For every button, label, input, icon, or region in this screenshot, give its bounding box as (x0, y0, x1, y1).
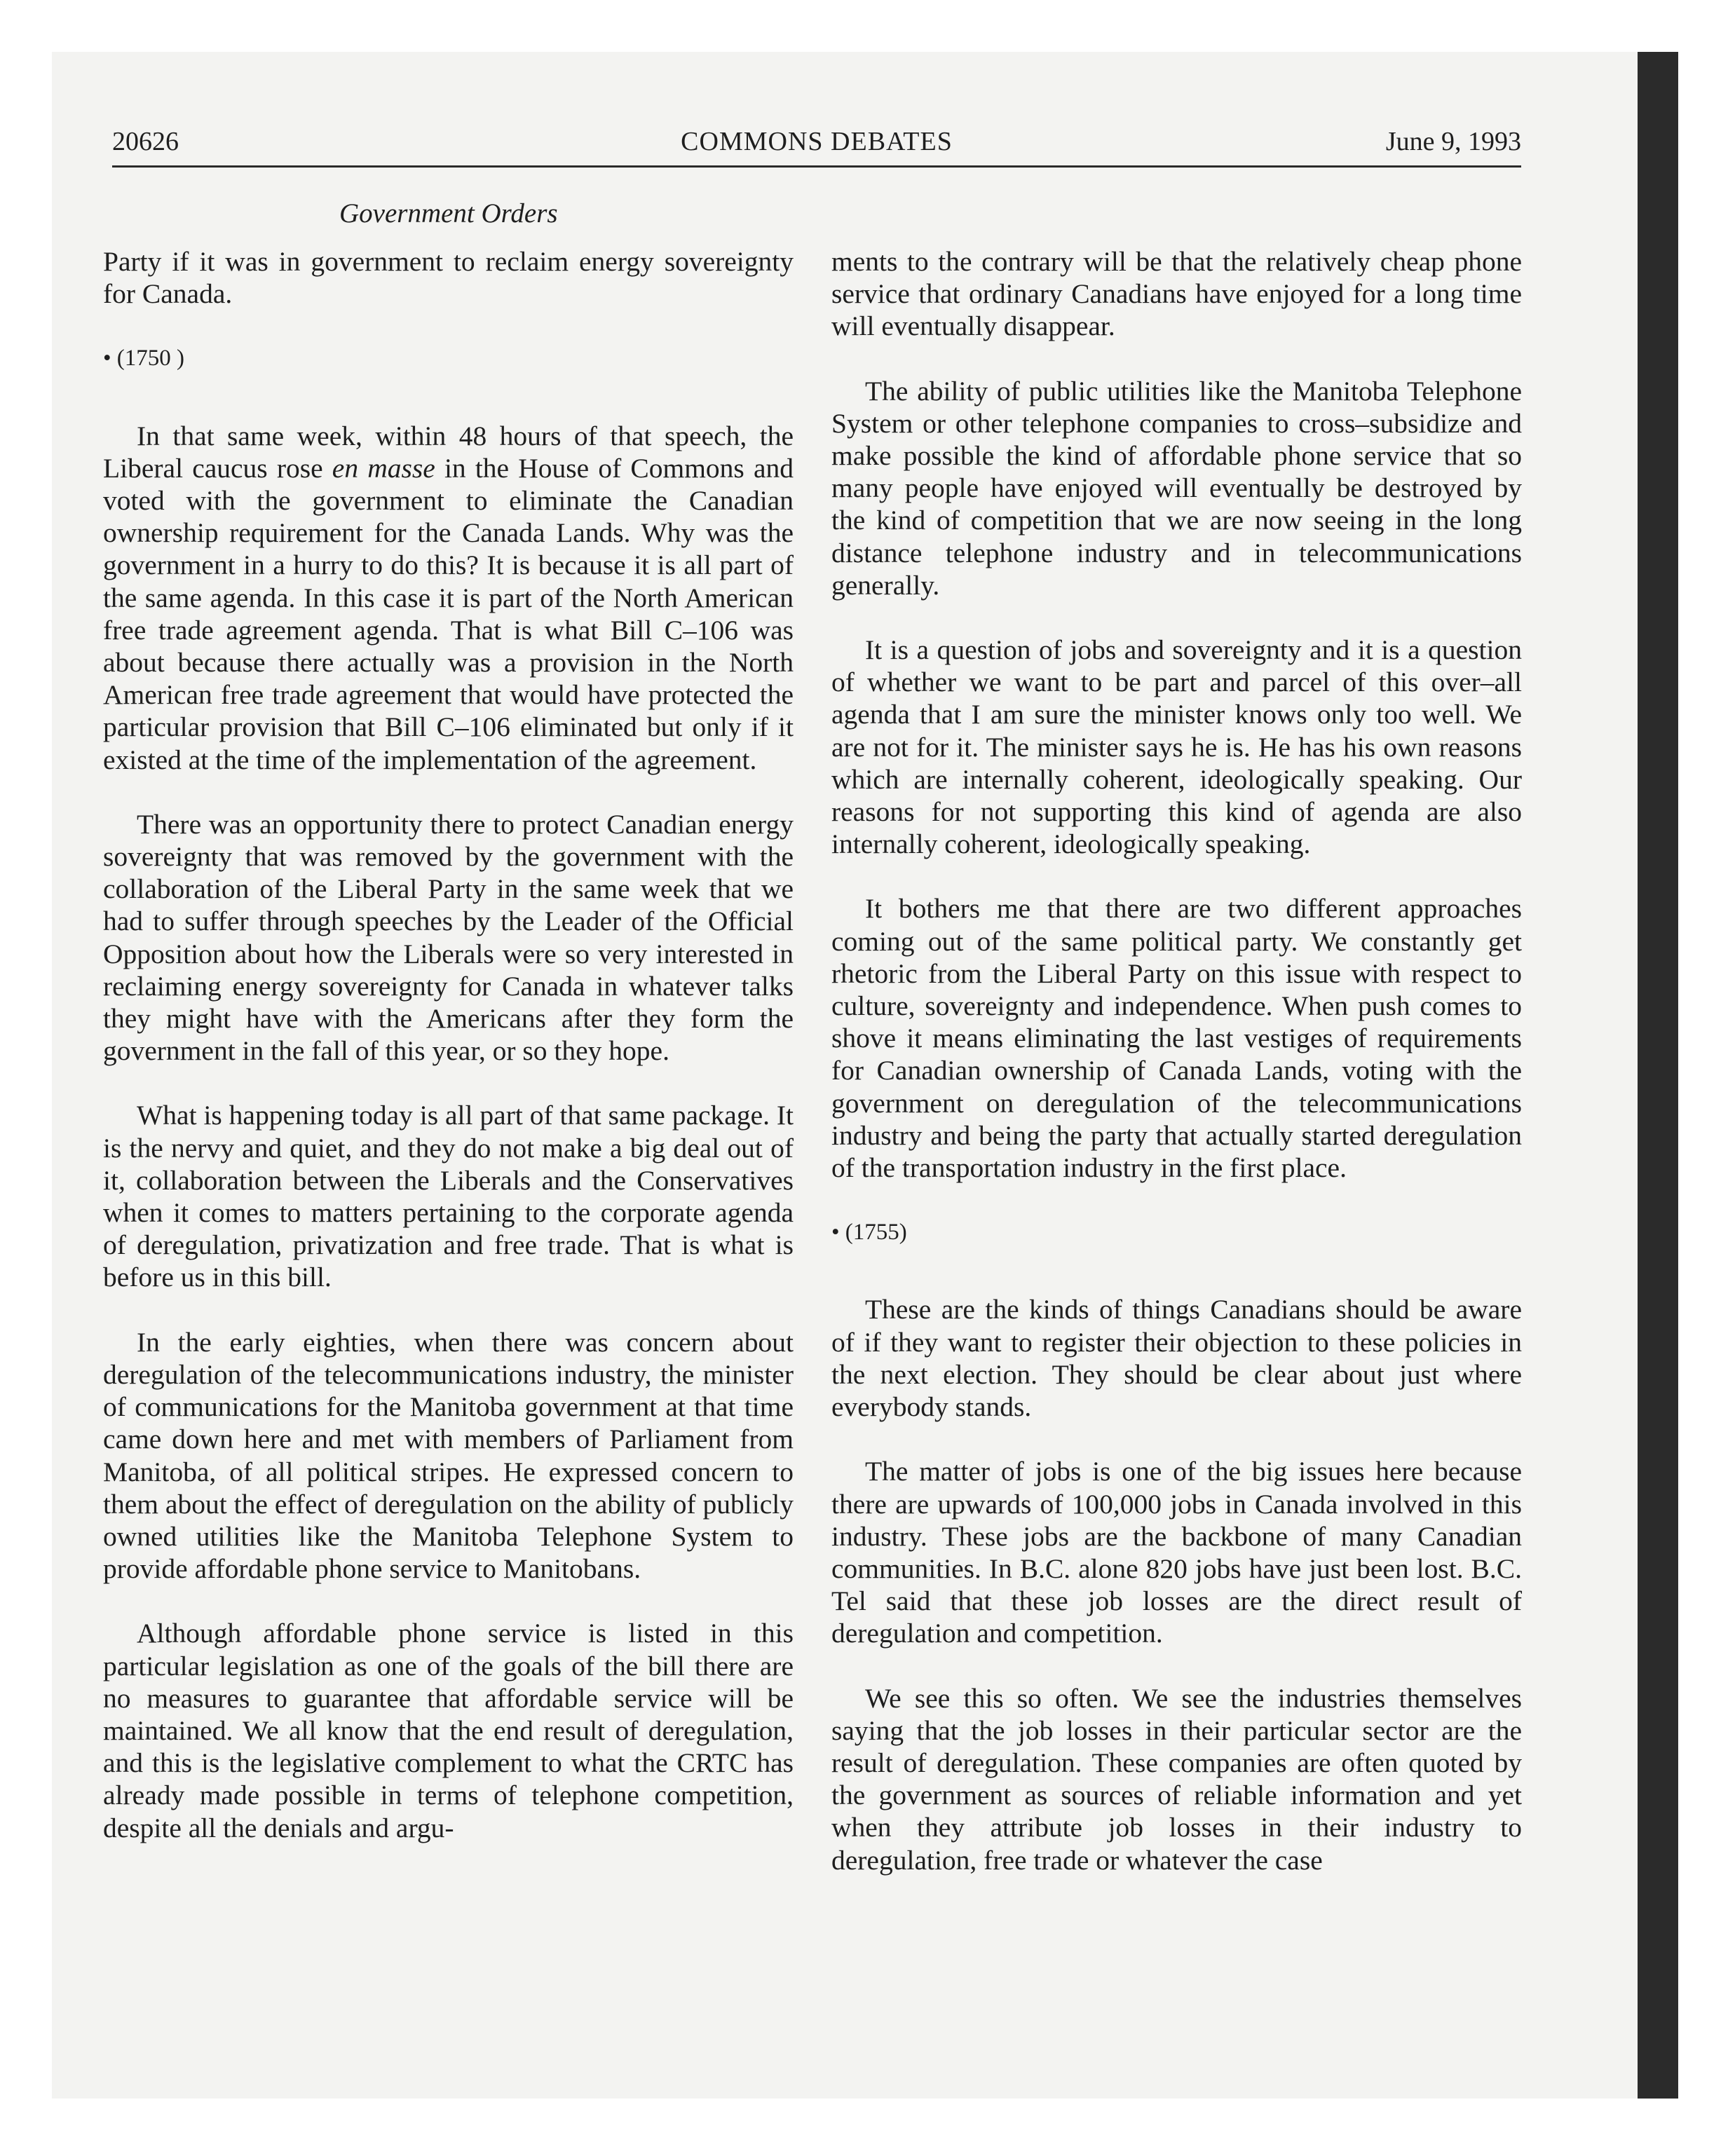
paragraph: It is a question of jobs and sovereignty and it is a question of whether we want to be part and parcel of this over–all agenda that I am sure the minister knows only too well. We are not for it. The minister says he is. He has his own reasons which are internally coherent, ideologically speaking. Our reasons for not supporting this kind of agenda are also internally coherent, ideologically speaking. (831, 634, 1522, 860)
header-rule (112, 165, 1521, 168)
paragraph: Party if it was in government to reclaim energy sovereignty for Canada. (103, 246, 794, 310)
paragraph: Although affordable phone service is listed in this particular legislation as one of the goals of the bill there are no measures to guarantee that affordable service will be maintained. We all know that the end result of deregulation, and this is the legislative complement to what the CRTC has already made possible in terms of telephone competition, despite all the denials and argu- (103, 1618, 794, 1843)
publication-date: June 9, 1993 (1385, 127, 1521, 156)
publication-title: COMMONS DEBATES (681, 127, 953, 156)
time-marker: • (1755) (831, 1220, 907, 1246)
paragraph (103, 420, 794, 776)
left-column (103, 245, 794, 1876)
time-marker: • (1750 ) (103, 346, 185, 371)
page-header (112, 121, 1521, 163)
paragraph: ments to the contrary will be that the relatively cheap phone service that ordinary Canadians have enjoyed for a long time will eventually disappear. (831, 246, 1522, 342)
running-head: Government Orders (339, 198, 558, 228)
paragraph: The ability of public utilities like the Manitoba Telephone System or other telephone companies to cross–subsidize and make possible the kind of affordable phone service that so many people have enjoyed will eventually be destroyed by the kind of competition that we are now seeing in the long distance telephone industry and in telecommunications generally. (831, 375, 1522, 601)
text-run: In that same week, within 48 hours of that speech, the Liberal caucus rose (103, 420, 794, 484)
scan-edge-shadow (1638, 52, 1678, 2099)
paragraph: There was an opportunity there to protect Canadian energy sovereignty that was removed by the government with the collaboration of the Liberal Party in the same week that we had to suffer through speeches by the Leader of the Official Opposition about how the Liberals were so very interested in reclaiming energy sovereignty for Canada in whatever talks they might have with the Americans after they form the government in the fall of this year, or so they hope. (103, 808, 794, 1067)
paragraph: These are the kinds of things Canadians should be aware of if they want to register their objection to these policies in the next election. They should be clear about just where everybody stands. (831, 1294, 1522, 1423)
page-number: 20626 (112, 127, 179, 156)
paragraph: We see this so often. We see the industries themselves saying that the job losses in their particular sector are the result of deregulation. These companies are often quoted by the government as sources of reliable information and yet when they attribute job losses in their industry to deregulation, free trade or whatever the case (831, 1682, 1522, 1876)
paragraph: It bothers me that there are two different approaches coming out of the same political party. We constantly get rhetoric from the Liberal Party on this issue with respect to culture, sovereignty and independence. When push comes to shove it means eliminating the last vestiges of requirements for Canadian ownership of Canada Lands, voting with the government on deregulation of the telecommunications industry and being the party that actually started deregulation of the transportation industry in the first place. (831, 893, 1522, 1184)
paragraph: The matter of jobs is one of the big issues here because there are upwards of 100,000 jobs in Canada involved in this industry. These jobs are the backbone of many Canadian communities. In B.C. alone 820 jobs have just been lost. B.C. Tel said that these job losses are the direct result of deregulation and competition. (831, 1456, 1522, 1649)
right-column (831, 245, 1522, 1909)
paragraph: What is happening today is all part of that same package. It is the nervy and quiet, and they do not make a big deal out of it, collaboration between the Liberals and the Conservatives when it comes to matters pertaining to the corporate agenda of deregulation, privatization and free trade. That is what is before us in this bill. (103, 1100, 794, 1293)
paragraph: In the early eighties, when there was concern about deregulation of the telecommunications industry, the minister of communications for the Manitoba government at that time came down here and met with members of Parliament from Manitoba, of all political stripes. He expressed concern to them about the effect of deregulation on the ability of publicly owned utilities like the Manitoba Telephone System to provide affordable phone service to Manitobans. (103, 1326, 794, 1585)
text-run: in the House of Commons and voted with the government to eliminate the Canadian ownership requirement for the Canada Lands. Why was the government in a hurry to do this? It is because it is all part of the same agenda. In this case it is part of the North American free trade agreement agenda. That is what Bill C–106 was about because there actually was a provision in the North American free trade agreement that would have protected the particular provision that Bill C–106 eliminated but only if it existed at the time of the implementation of the agreement. (103, 452, 794, 775)
emphasis: en masse (332, 452, 435, 484)
